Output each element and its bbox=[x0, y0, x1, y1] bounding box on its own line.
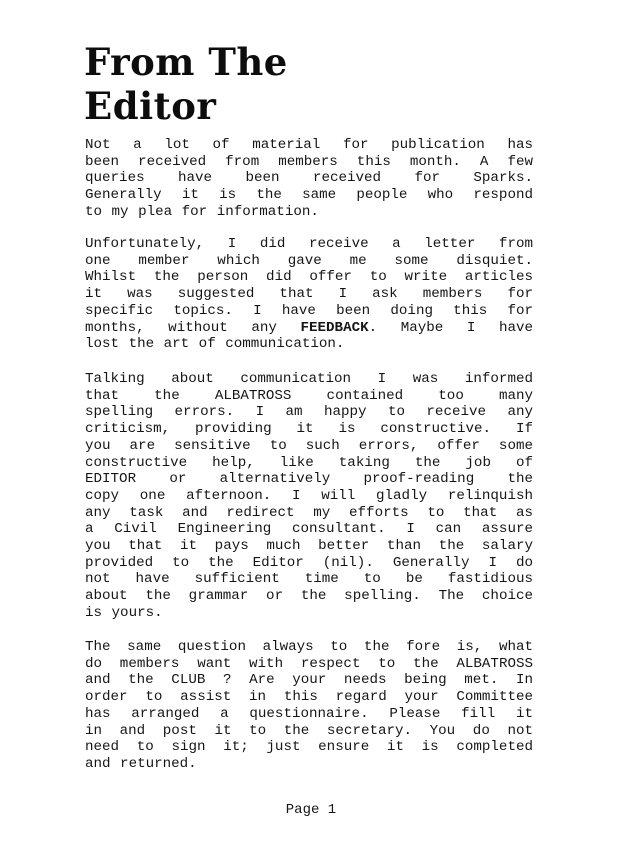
text-line: Whilst the person did offer to write articles bbox=[85, 269, 533, 286]
text-line: any task and redirect my efforts to that as bbox=[85, 504, 533, 521]
text-line: it was suggested that I ask members for bbox=[85, 286, 533, 303]
text-line: specific topics. I have been doing this for bbox=[85, 302, 533, 319]
text-line: spelling errors. I am happy to receive any bbox=[85, 404, 533, 421]
text-line: been received from members this month. A few bbox=[85, 153, 533, 170]
paragraph-4 bbox=[85, 639, 533, 773]
text-line: Talking about communication I was informed bbox=[85, 371, 533, 387]
text-line: Not a lot of material for publication has bbox=[85, 137, 533, 153]
text-line: about the grammar or the spelling. The choice bbox=[85, 588, 533, 605]
text-line: Unfortunately, I did receive a letter from bbox=[85, 236, 533, 252]
feedback-emphasis: FEEDBACK bbox=[300, 319, 369, 336]
page-title bbox=[84, 40, 288, 128]
text-line: you that it pays much better than the salary bbox=[85, 538, 533, 555]
text-line: need to sign it; just ensure it is completed bbox=[85, 739, 533, 756]
text-line: EDITOR or alternatively proof-reading the bbox=[85, 471, 533, 488]
text-line: Generally it is the same people who respond bbox=[85, 187, 533, 204]
text-segment: . Maybe I have bbox=[368, 319, 534, 336]
text-line: that the ALBATROSS contained too many bbox=[85, 387, 533, 404]
paragraph-1 bbox=[85, 137, 533, 221]
text-line: queries have been received for Sparks. bbox=[85, 170, 533, 187]
title-line-1: From The bbox=[84, 40, 288, 84]
paragraph-3 bbox=[85, 371, 533, 622]
text-line: has arranged a questionnaire. Please fill it bbox=[85, 705, 533, 722]
text-line: criticism, providing it is constructive. If bbox=[85, 421, 533, 438]
text-line: constructive help, like taking the job of bbox=[85, 454, 533, 471]
text-line: not have sufficient time to be fastidious bbox=[85, 571, 533, 588]
text-line: and returned. bbox=[85, 755, 197, 772]
text-line: do members want with respect to the ALBATROSS bbox=[85, 655, 533, 672]
text-line: you are sensitive to such errors, offer some bbox=[85, 437, 533, 454]
page-number: Page 1 bbox=[285, 802, 337, 818]
text-line-with-emphasis bbox=[85, 320, 533, 337]
text-line: to my plea for information. bbox=[85, 203, 319, 220]
text-line: order to assist in this regard your Committee bbox=[85, 689, 533, 706]
text-line: provided to the Editor (nil). Generally I do bbox=[85, 554, 533, 571]
title-line-2: Editor bbox=[84, 84, 217, 128]
paragraph-2 bbox=[85, 236, 533, 353]
text-line: copy one afternoon. I will gladly relinquish bbox=[85, 487, 533, 504]
text-line: The same question always to the fore is, what bbox=[85, 639, 533, 655]
text-line: is yours. bbox=[85, 604, 163, 621]
text-line: one member which gave me some disquiet. bbox=[85, 252, 533, 269]
text-line: a Civil Engineering consultant. I can assure bbox=[85, 521, 533, 538]
text-line: lost the art of communication. bbox=[85, 336, 345, 353]
text-line: and the CLUB ? Are your needs being met. In bbox=[85, 672, 533, 689]
text-segment: months, without any bbox=[85, 319, 277, 336]
text-line: in and post it to the secretary. You do not bbox=[85, 722, 533, 739]
